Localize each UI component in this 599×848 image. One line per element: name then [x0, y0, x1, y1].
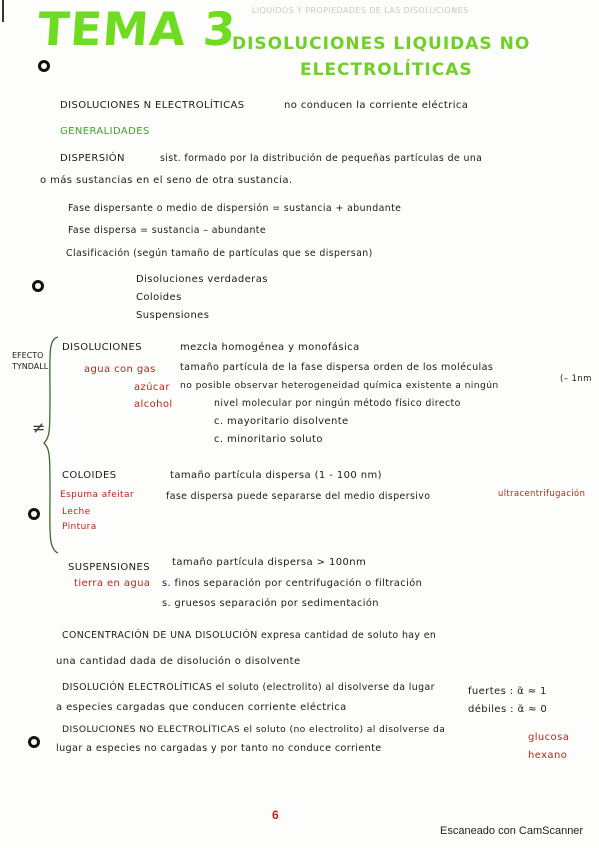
fuertes: fuertes : α̃ ≈ 1 [468, 686, 547, 697]
disoluciones-line2: no posible observar heterogeneidad química existente a ningún [180, 380, 499, 391]
page-title: TEMA 3 [36, 2, 239, 56]
noelectro-line2: lugar a especies no cargadas y por tanto no conduce corriente [56, 743, 382, 754]
page-number: 6 [272, 808, 279, 822]
fase-dispersante: Fase dispersante o medio de dispersión = sustancia + abundante [68, 203, 402, 214]
example-item: agua con gas [84, 364, 156, 375]
example-item: Espuma afeitar [60, 490, 135, 500]
not-equal-symbol: ≠ [32, 418, 46, 437]
subtitle-line1: DISOLUCIONES LIQUIDAS NO [232, 34, 531, 54]
faint-header: LIQUIDOS Y PROPIEDADES DE LAS DISOLUCIONES [252, 6, 469, 15]
example-item: tierra en agua [74, 578, 151, 589]
disoluciones-def: mezcla homogénea y monofásica [180, 342, 360, 353]
example-item: glucosa [528, 732, 570, 743]
dispersion-line1: sist. formado por la distribución de pequeñas partículas de una [160, 153, 483, 164]
example-item: Pintura [62, 522, 97, 532]
coloides-term: COLOIDES [62, 470, 117, 481]
brace-icon [42, 335, 62, 555]
dispersion-line2: o más sustancias en el seno de otra sustancia. [40, 175, 293, 186]
class-item: Disoluciones verdaderas [136, 274, 268, 285]
suspensiones-gruesos: s. gruesos separación por sedimentación [162, 598, 379, 609]
example-item: alcohol [134, 399, 173, 410]
disoluciones-line5: c. minoritario soluto [214, 434, 323, 445]
definition-term: DISOLUCIONES N ELECTROLÍTICAS [60, 100, 245, 111]
generalidades-heading: GENERALIDADES [60, 126, 150, 137]
suspensiones-term: SUSPENSIONES [68, 562, 150, 573]
disoluciones-line4: c. mayoritario disolvente [214, 416, 349, 427]
debiles: débiles : α̃ ≈ 0 [468, 704, 548, 715]
example-item: hexano [528, 750, 568, 761]
coloides-size: tamaño partícula dispersa (1 - 100 nm) [170, 470, 382, 481]
binder-ring-icon [28, 736, 40, 748]
electro-line1: DISOLUCIÓN ELECTROLÍTICAS el soluto (electrolito) al disolverse da lugar [62, 682, 435, 693]
fase-dispersa: Fase dispersa = sustancia – abundante [68, 225, 267, 236]
definition-text: no conducen la corriente eléctrica [284, 100, 469, 111]
electro-line2: a especies cargadas que conducen corriente eléctrica [56, 702, 347, 713]
suspensiones-size: tamaño partícula dispersa > 100nm [172, 557, 367, 568]
binder-ring-icon [38, 60, 50, 72]
dispersion-term: DISPERSIÓN [60, 153, 125, 164]
concentracion-line1: CONCENTRACIÓN DE UNA DISOLUCIÓN expresa cantidad de soluto hay en [62, 630, 437, 641]
clasificacion: Clasificación (según tamaño de partículas que se dispersan) [66, 248, 373, 259]
disoluciones-line3: nivel molecular por ningún método físico directo [214, 398, 461, 409]
scanner-footer: Escaneado con CamScanner [440, 825, 584, 837]
class-item: Suspensiones [136, 310, 210, 321]
concentracion-line2: una cantidad dada de disolución o disolvente [56, 656, 301, 667]
disoluciones-note: (– 1nm [560, 374, 592, 384]
tyndall-label: EFECTO TYNDALL [12, 351, 49, 371]
coloides-ultra: ultracentrifugación [498, 488, 586, 498]
top-left-mark [2, 0, 4, 22]
example-item: azúcar [134, 382, 170, 393]
example-item: Leche [62, 507, 91, 517]
disoluciones-line1: tamaño partícula de la fase dispersa orden de los moléculas [180, 362, 494, 373]
class-item: Coloides [136, 292, 182, 303]
subtitle-line2: ELECTROLÍTICAS [300, 60, 473, 80]
binder-ring-icon [32, 280, 44, 292]
disoluciones-term: DISOLUCIONES [62, 342, 143, 353]
coloides-line2: fase dispersa puede separarse del medio dispersivo [166, 491, 431, 502]
noelectro-line1: DISOLUCIONES NO ELECTROLÍTICAS el soluto (no electrolito) al disolverse da [62, 724, 446, 735]
binder-ring-icon [28, 508, 40, 520]
suspensiones-finos: s. finos separación por centrifugación o filtración [162, 578, 423, 589]
